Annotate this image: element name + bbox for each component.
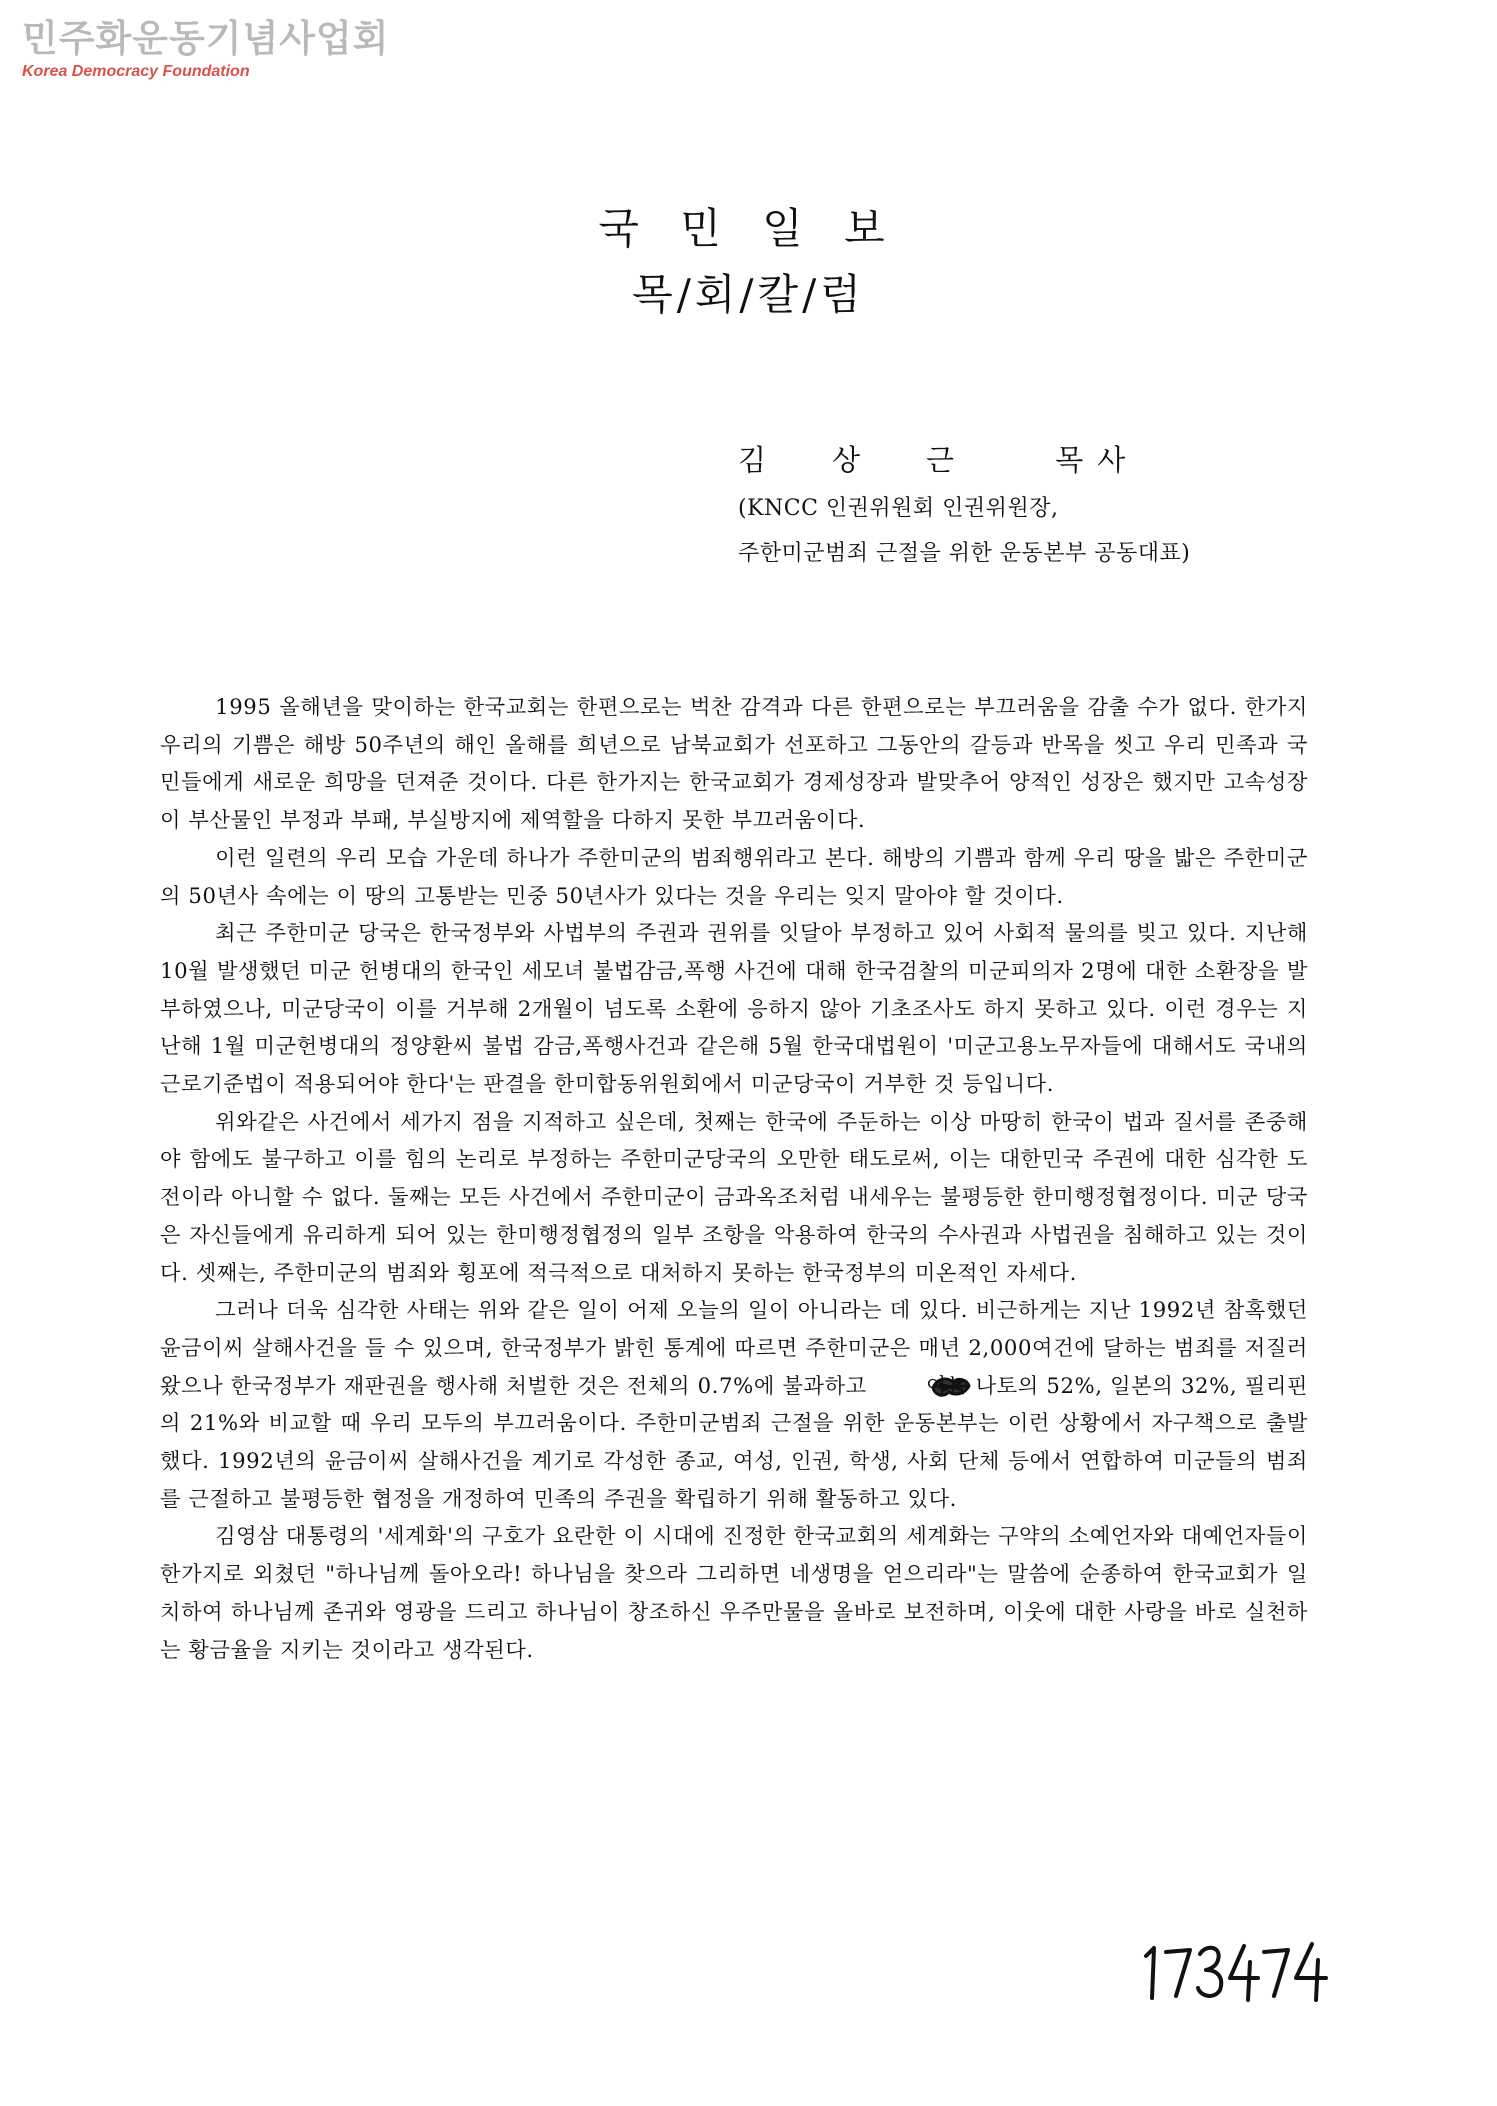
paragraph: 김영삼 대통령의 '세계화'의 구호가 요란한 이 시대에 진정한 한국교회의 세계화는 구약의 소예언자와 대예언자들이 한가지로 외쳤던 "하나님께 돌아오라! 하나님을 찾으라 그리하면 네생명을 얻으리라"는 말씀에 순종하여 한국교회가 일치하여 하나님께 존귀와 영광을 드리고 하나님이 창조하신 우주만물을 올바로 보전하며, 이웃에 대한 사랑을 바로 실천하는 황금율을 지키는 것이라고 생각된다. xyxy=(160,1523,1308,1662)
handwritten-number-svg xyxy=(1140,1938,1330,2008)
paragraph: 위와같은 사건에서 세가지 점을 지적하고 싶은데, 첫째는 한국에 주둔하는 이상 마땅히 한국이 법과 질서를 존중해야 함에도 불구하고 이를 힘의 논리로 부정하는 주한미군당국의 오만한 태도로써, 이는 대한민국 주권에 대한 심각한 도전이라 아니할 수 없다. 둘째는 모든 사건에서 주한미군이 금과옥조처럼 내세우는 불평등한 한미행정협정이다. 미군 당국은 자신들에게 유리하게 되어 있는 한미행정협정의 일부 조항을 악용하여 한국의 수사권과 사법권을 침해하고 있는 것이다. 셋째는, 주한미군의 범죄와 횡포에 적극적으로 대처하지 못하는 한국정부의 미온적인 자세다. xyxy=(160,1108,1308,1285)
paragraph-part: 이는 나토의 52%, 일본의 32%, 필리핀의 21%와 비교할 때 우리 모두의 부끄러움이다. 주한미군범죄 근절을 위한 운동본부는 이런 상황에서 자구책으로 출발했다. 1992년의 윤금이씨 살해사건을 계기로 각성한 종교, 여성, 인권, 학생, 사회 단체 등에서 연합하여 미군들의 범죄를 근절하고 불평등한 협정을 개정하여 민족의 주권을 확립하기 위해 활동하고 있다. xyxy=(160,1372,1308,1511)
logo-english-text: Korea Democracy Foundation xyxy=(22,63,250,80)
author-name-char: 근 xyxy=(926,443,955,477)
article-body xyxy=(160,688,1308,1668)
paragraph-part: 그러나 더욱 심각한 사태는 위와 같은 일이 어제 오늘의 일이 아니라는 데 있다. 비근하게는 지난 1992년 참혹했던 윤금이씨 살해사건을 들 수 있으며, 한국정부가 밝힌 통계에 따르면 주한미군은 매년 2,000여건에 달하는 범죄를 저질러 왔으나 한국정부가 재판권을 행사해 처벌한 것은 전체의 0.7%에 불과하고 xyxy=(160,1297,1308,1398)
ink-scribble xyxy=(874,1374,918,1400)
author-name-char: 상 xyxy=(832,443,861,477)
paragraph: 이런 일련의 우리 모습 가운데 하나가 주한미군의 범죄행위라고 본다. 해방의 기쁨과 함께 우리 땅을 밟은 주한미군의 50년사 속에는 이 땅의 고통받는 민중 50년사가 있다는 것을 우리는 잊지 말아야 할 것이다. xyxy=(160,844,1308,908)
author-title: 목사 xyxy=(1055,443,1140,477)
paragraph: 1995 올해년을 맞이하는 한국교회는 한편으로는 벅찬 감격과 다른 한편으로는 부끄러움을 감출 수가 없다. 한가지 우리의 기쁨은 해방 50주년의 해인 올해를 희년으로 남북교회가 선포하고 그동안의 갈등과 반목을 씻고 우리 민족과 국민들에게 새로운 희망을 던져준 것이다. 다른 한가지는 한국교회가 경제성장과 발맞추어 양적인 성장은 했지만 고속성장이 부산물인 부정과 부패, 부실방지에 제역할을 다하지 못한 부끄러움이다. xyxy=(160,694,1308,833)
newspaper-title: 국 민 일 보 xyxy=(598,204,899,253)
author-line xyxy=(738,438,1139,479)
author-name-char: 김 xyxy=(738,443,767,477)
column-title: 목/회/칼/럼 xyxy=(632,270,865,319)
author-name xyxy=(738,443,1055,477)
author-affiliation-2: 주한미군범죄 근절을 위한 운동본부 공동대표) xyxy=(738,541,1191,566)
foundation-logo xyxy=(22,18,389,82)
author-affiliation-1: (KNCC 인권위원회 인권위원장, xyxy=(738,496,1059,521)
handwritten-number xyxy=(1140,1938,1330,2012)
logo-korean-text: 민주화운동기념사업회 xyxy=(22,17,390,60)
paragraph xyxy=(160,1291,1308,1517)
paragraph: 최근 주한미군 당국은 한국정부와 사법부의 주권과 권위를 잇달아 부정하고 있어 사회적 물의를 빚고 있다. 지난해 10월 발생했던 미군 헌병대의 한국인 세모녀 불법감금,폭행 사건에 대해 한국검찰의 미군피의자 2명에 대한 소환장을 발부하였으나, 미군당국이 이를 거부해 2개월이 넘도록 소환에 응하지 않아 기초조사도 하지 못하고 있다. 이런 경우는 지난해 1월 미군헌병대의 정양환씨 불법 감금,폭행사건과 같은해 5월 한국대법원이 '미군고용노무자들에 대해서도 국내의 근로기준법이 적용되어야 한다'는 판결을 한미합동위원회에서 미군당국이 거부한 것 등입니다. xyxy=(160,920,1308,1097)
